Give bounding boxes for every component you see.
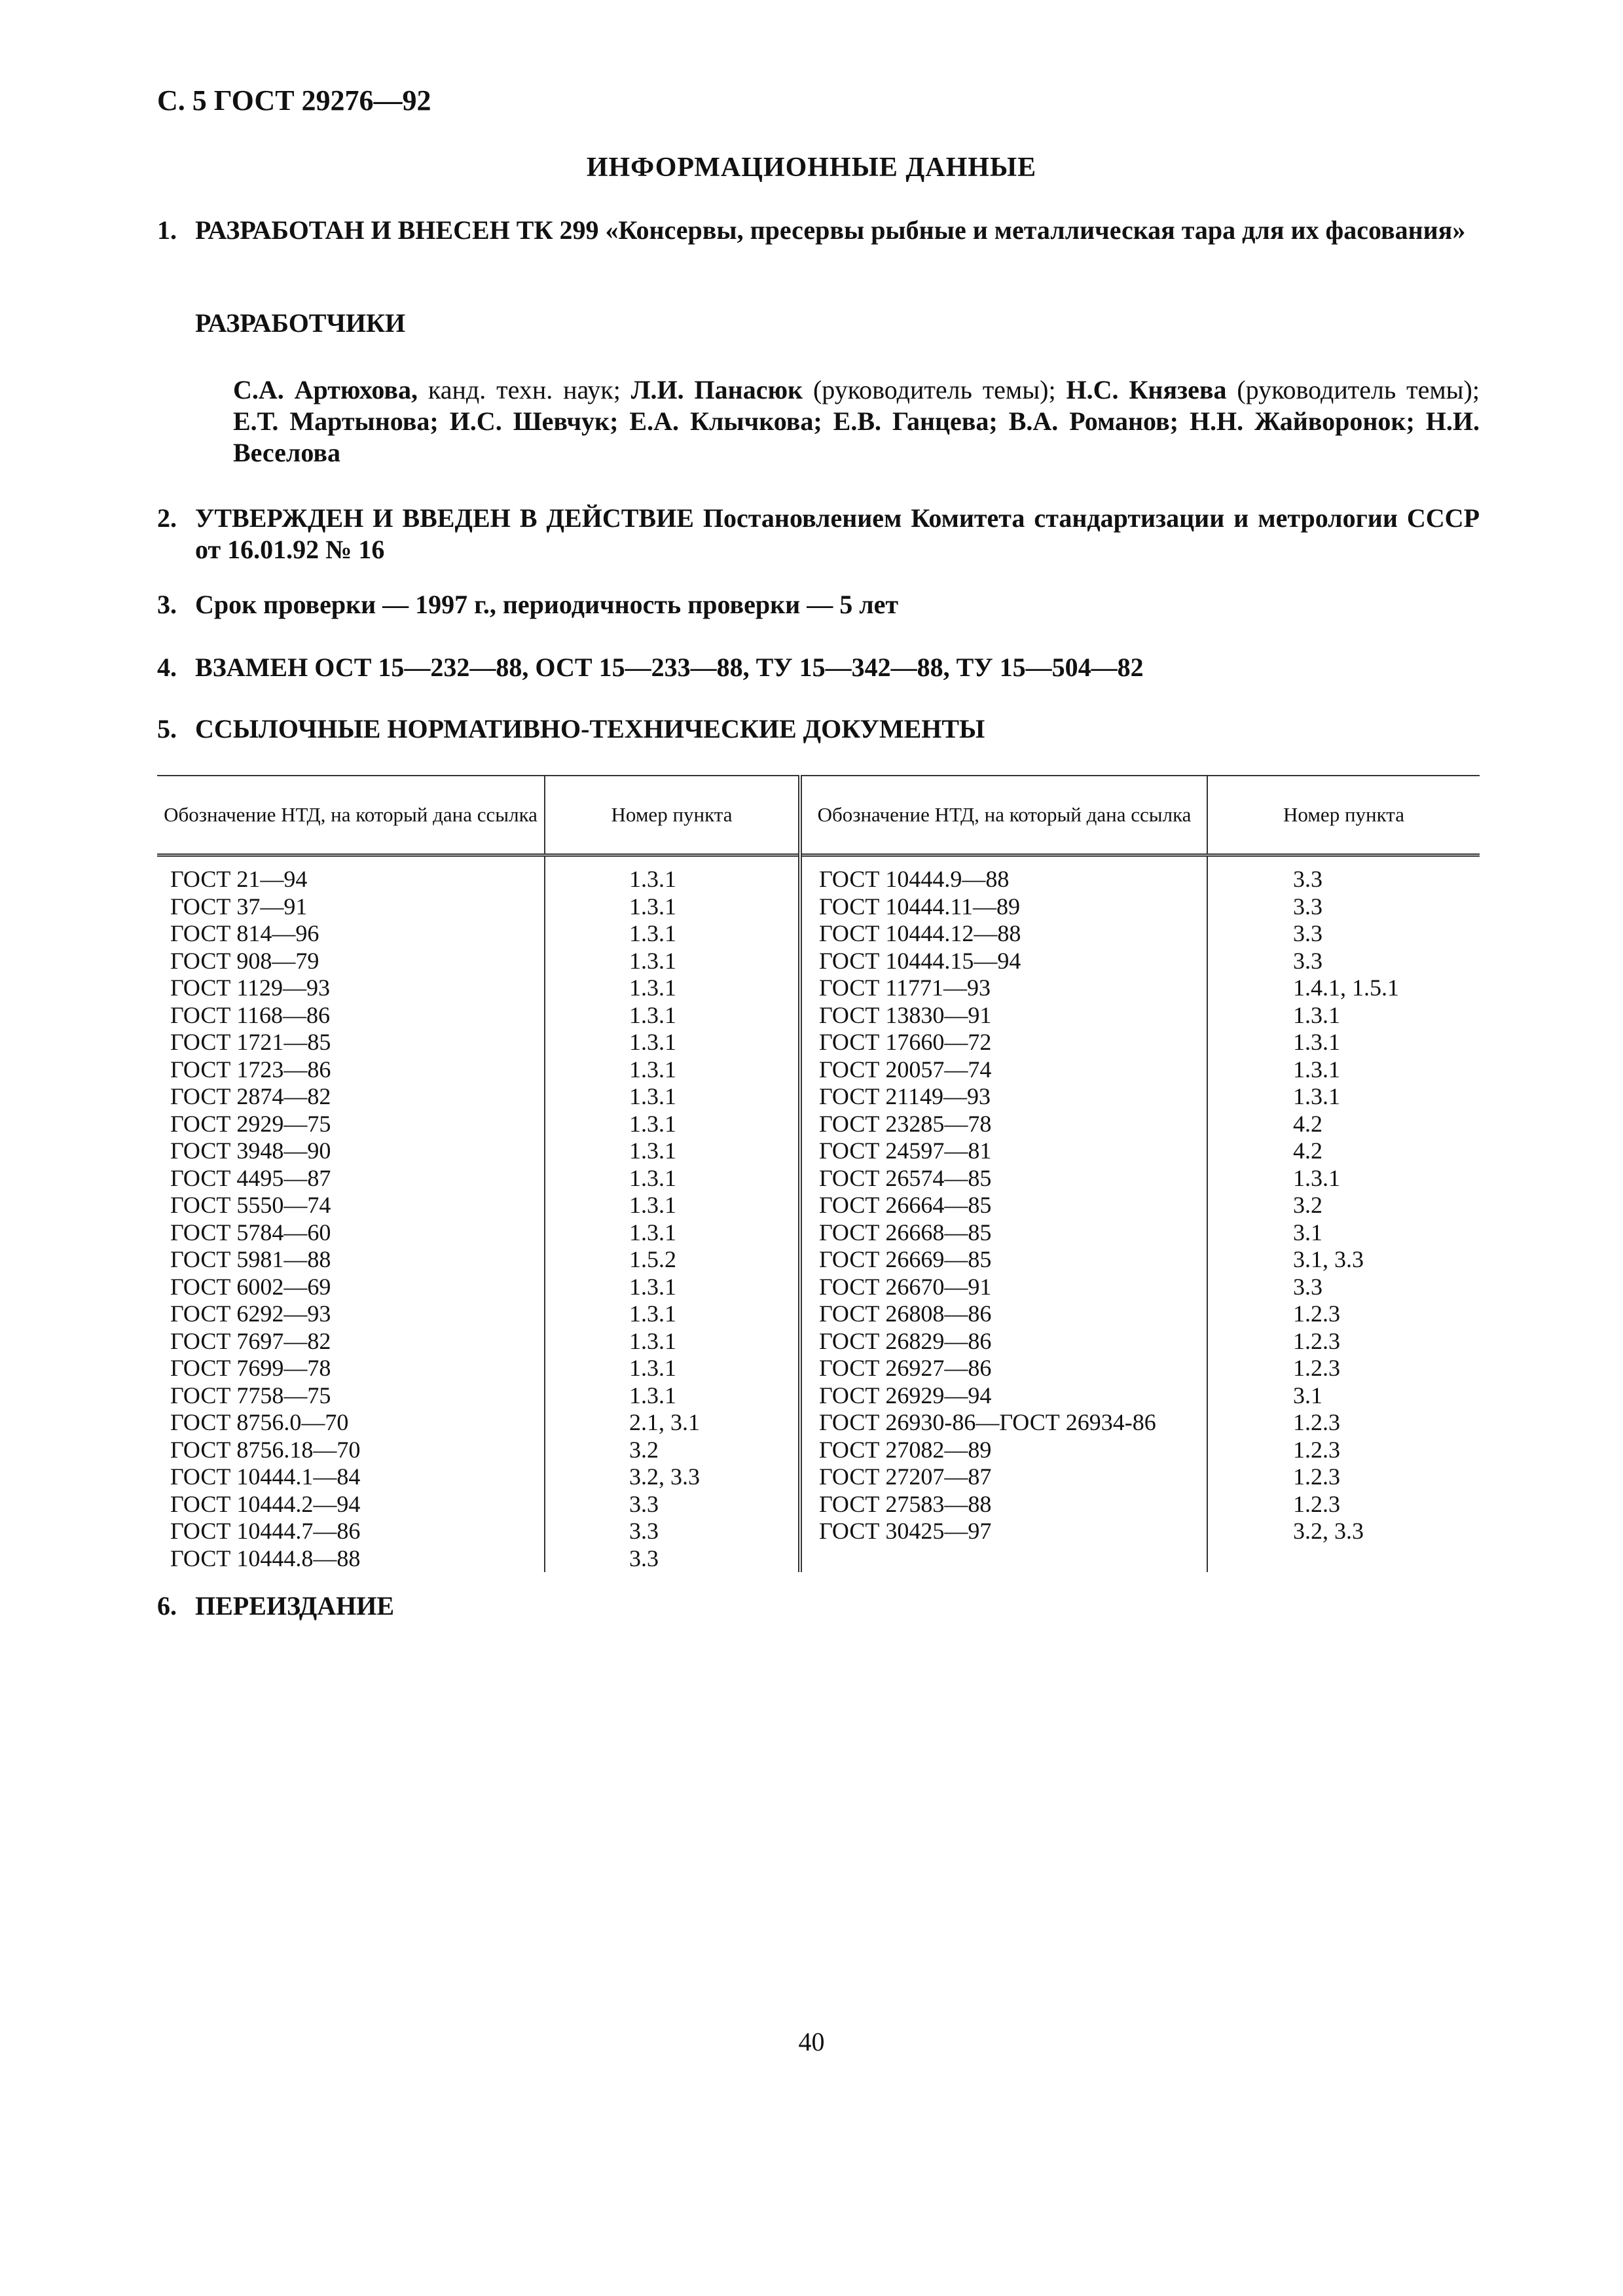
section-number: 4.: [157, 653, 177, 682]
clause-number: 1.2.3: [1293, 1300, 1340, 1327]
clause-number: 3.2, 3.3: [629, 1463, 700, 1490]
document-designation: ГОСТ 30425—97: [819, 1518, 992, 1544]
clause-number: 4.2: [1293, 1138, 1322, 1164]
document-designation: ГОСТ 3948—90: [170, 1138, 331, 1164]
section-1: [157, 215, 1480, 246]
clause-number: 3.3: [1293, 866, 1322, 892]
document-designation: ГОСТ 1723—86: [170, 1056, 331, 1083]
clause-number: 3.1: [1293, 1219, 1322, 1246]
clause-number: 3.3: [1293, 947, 1322, 974]
document-designation: ГОСТ 908—79: [170, 947, 319, 974]
document-designation: ГОСТ 26668—85: [819, 1219, 992, 1246]
clause-number: 2.1, 3.1: [629, 1409, 700, 1435]
document-designation: ГОСТ 7699—78: [170, 1355, 331, 1381]
clause-number: 3.3: [629, 1518, 659, 1544]
developer-name: С.А. Артюхова,: [233, 375, 418, 404]
section-text: УТВЕРЖДЕН И ВВЕДЕН В ДЕЙСТВИЕ Постановлением Комитета стандартизации и метрологии СССР от 16.01.92 № 16: [195, 503, 1480, 564]
document-designation: ГОСТ 37—91: [170, 893, 308, 920]
clause-number: 1.3.1: [629, 1382, 676, 1408]
clause-number: 1.3.1: [629, 920, 676, 946]
section-text: ПЕРЕИЗДАНИЕ: [195, 1591, 395, 1621]
clause-number: 3.1, 3.3: [1293, 1246, 1364, 1272]
document-designation: ГОСТ 5981—88: [170, 1246, 331, 1272]
document-designation: ГОСТ 26808—86: [819, 1300, 992, 1327]
clause-number: 3.3: [629, 1490, 659, 1517]
column-right-documents: [800, 855, 1207, 1573]
document-designation: ГОСТ 11771—93: [819, 975, 991, 1001]
right-documents-list: [802, 857, 1207, 1545]
document-designation: ГОСТ 814—96: [170, 920, 319, 946]
document-designation: ГОСТ 10444.15—94: [819, 947, 1021, 974]
clause-number: 1.3.1: [629, 1001, 676, 1028]
document-designation: ГОСТ 7697—82: [170, 1327, 331, 1354]
clause-number: 1.3.1: [629, 1083, 676, 1109]
clause-number: 1.3.1: [1293, 1056, 1340, 1083]
document-designation: ГОСТ 6002—69: [170, 1273, 331, 1300]
document-designation: ГОСТ 21—94: [170, 866, 308, 892]
section-number: 6.: [157, 1591, 177, 1621]
clause-number: 1.5.2: [629, 1246, 676, 1272]
clause-number: 1.3.1: [629, 866, 676, 892]
clause-number: 1.3.1: [629, 1219, 676, 1246]
document-designation: ГОСТ 26927—86: [819, 1355, 992, 1381]
document-designation: ГОСТ 10444.8—88: [170, 1545, 361, 1571]
section-number: 5.: [157, 714, 177, 744]
clause-number: 1.2.3: [1293, 1355, 1340, 1381]
left-points-list: [545, 857, 798, 1572]
document-designation: ГОСТ 2874—82: [170, 1083, 331, 1109]
reference-table: [157, 775, 1480, 1572]
section-text: Срок проверки — 1997 г., периодичность проверки — 5 лет: [195, 590, 899, 619]
document-designation: ГОСТ 20057—74: [819, 1056, 992, 1083]
document-designation: ГОСТ 8756.0—70: [170, 1409, 349, 1435]
developers-heading: РАЗРАБОТЧИКИ: [195, 308, 406, 338]
clause-number: 1.2.3: [1293, 1463, 1340, 1490]
clause-number: 1.3.1: [629, 1029, 676, 1055]
document-designation: ГОСТ 23285—78: [819, 1110, 992, 1137]
section-5: [157, 713, 1480, 745]
document-designation: ГОСТ 26574—85: [819, 1164, 992, 1191]
clause-number: 1.3.1: [629, 1138, 676, 1164]
document-title: ИНФОРМАЦИОННЫЕ ДАННЫЕ: [586, 152, 1037, 183]
right-points-list: [1208, 857, 1480, 1545]
clause-number: 3.2: [1293, 1192, 1322, 1218]
clause-number: 1.3.1: [629, 1327, 676, 1354]
document-designation: ГОСТ 2929—75: [170, 1110, 331, 1137]
developers-list: [233, 374, 1480, 469]
clause-number: 1.3.1: [629, 1056, 676, 1083]
clause-number: 1.3.1: [629, 1110, 676, 1137]
document-designation: ГОСТ 1129—93: [170, 975, 331, 1001]
developer-name: Л.И. Панасюк: [630, 375, 803, 404]
clause-number: 1.3.1: [1293, 1001, 1340, 1028]
section-text: ВЗАМЕН ОСТ 15—232—88, ОСТ 15—233—88, ТУ 15—342—88, ТУ 15—504—82: [195, 653, 1144, 682]
document-designation: ГОСТ 26929—94: [819, 1382, 992, 1408]
clause-number: 3.2: [629, 1436, 659, 1463]
clause-number: 1.3.1: [629, 947, 676, 974]
document-designation: ГОСТ 5784—60: [170, 1219, 331, 1246]
document-designation: ГОСТ 26670—91: [819, 1273, 992, 1300]
document-designation: ГОСТ 10444.12—88: [819, 920, 1021, 946]
clause-number: 4.2: [1293, 1110, 1322, 1137]
section-number: 3.: [157, 590, 177, 619]
developer-name: Н.С. Князева: [1066, 375, 1227, 404]
document-designation: ГОСТ 10444.1—84: [170, 1463, 361, 1490]
section-number: 2.: [157, 503, 177, 533]
column-right-points: [1207, 855, 1480, 1573]
column-left-documents: [157, 855, 545, 1573]
clause-number: 3.3: [1293, 893, 1322, 920]
document-designation: ГОСТ 8756.18—70: [170, 1436, 361, 1463]
developer-role: (руководитель темы);: [1226, 375, 1480, 404]
column-header-document: Обозначение НТД, на который дана ссылка: [800, 776, 1207, 855]
document-designation: ГОСТ 13830—91: [819, 1001, 992, 1028]
section-6: [157, 1590, 1480, 1622]
section-2: [157, 503, 1480, 565]
document-designation: ГОСТ 26829—86: [819, 1327, 992, 1354]
section-number: 1.: [157, 215, 177, 245]
table-body-row: [157, 855, 1480, 1573]
document-designation: ГОСТ 27583—88: [819, 1490, 992, 1517]
clause-number: 3.1: [1293, 1382, 1322, 1408]
document-designation: ГОСТ 17660—72: [819, 1029, 992, 1055]
developer-names: Е.Т. Мартынова; И.С. Шевчук; Е.А. Клычкова; Е.В. Ганцева; В.А. Романов; Н.Н. Жайворонок; Н.И. Веселова: [233, 406, 1480, 467]
document-designation: ГОСТ 26664—85: [819, 1192, 992, 1218]
document-designation: ГОСТ 27082—89: [819, 1436, 992, 1463]
document-designation: ГОСТ 5550—74: [170, 1192, 331, 1218]
document-designation: ГОСТ 26669—85: [819, 1246, 992, 1272]
document-designation: ГОСТ 1721—85: [170, 1029, 331, 1055]
document-designation: ГОСТ 4495—87: [170, 1164, 331, 1191]
section-text: РАЗРАБОТАН И ВНЕСЕН ТК 299 «Консервы, пресервы рыбные и металлическая тара для их фасования»: [195, 215, 1466, 245]
clause-number: 1.2.3: [1293, 1409, 1340, 1435]
document-designation: ГОСТ 27207—87: [819, 1463, 992, 1490]
clause-number: 1.3.1: [629, 1355, 676, 1381]
clause-number: 1.3.1: [629, 1300, 676, 1327]
column-header-point: Номер пункта: [1207, 776, 1480, 855]
clause-number: 1.3.1: [1293, 1164, 1340, 1191]
clause-number: 1.2.3: [1293, 1436, 1340, 1463]
clause-number: 1.3.1: [629, 1192, 676, 1218]
left-documents-list: [157, 857, 544, 1572]
section-text: ССЫЛОЧНЫЕ НОРМАТИВНО-ТЕХНИЧЕСКИЕ ДОКУМЕНТЫ: [195, 714, 985, 744]
clause-number: 1.2.3: [1293, 1490, 1340, 1517]
clause-number: 1.3.1: [629, 893, 676, 920]
section-4: [157, 652, 1480, 683]
document-designation: ГОСТ 10444.2—94: [170, 1490, 361, 1517]
developer-role: (руководитель темы);: [803, 375, 1067, 404]
clause-number: 1.4.1, 1.5.1: [1293, 975, 1399, 1001]
document-designation: ГОСТ 21149—93: [819, 1083, 991, 1109]
clause-number: 1.3.1: [629, 975, 676, 1001]
document-header: С. 5 ГОСТ 29276—92: [157, 84, 431, 117]
document-designation: ГОСТ 24597—81: [819, 1138, 992, 1164]
clause-number: 1.2.3: [1293, 1327, 1340, 1354]
section-3: [157, 589, 1480, 620]
clause-number: 3.3: [1293, 1273, 1322, 1300]
document-designation: ГОСТ 6292—93: [170, 1300, 331, 1327]
document-designation: ГОСТ 10444.11—89: [819, 893, 1021, 920]
clause-number: 1.3.1: [1293, 1083, 1340, 1109]
page-number: 40: [798, 2027, 825, 2056]
clause-number: 1.3.1: [629, 1273, 676, 1300]
developer-role: канд. техн. наук;: [418, 375, 631, 404]
document-designation: ГОСТ 10444.7—86: [170, 1518, 361, 1544]
column-header-document: Обозначение НТД, на который дана ссылка: [157, 776, 545, 855]
clause-number: 1.3.1: [1293, 1029, 1340, 1055]
document-designation: ГОСТ 26930-86—ГОСТ 26934-86: [819, 1409, 1156, 1435]
document-designation: ГОСТ 1168—86: [170, 1001, 331, 1028]
table-header-row: [157, 776, 1480, 855]
column-left-points: [545, 855, 800, 1573]
document-designation: ГОСТ 10444.9—88: [819, 866, 1010, 892]
reference-documents-table: [157, 775, 1480, 1572]
clause-number: 3.2, 3.3: [1293, 1518, 1364, 1544]
clause-number: 1.3.1: [629, 1164, 676, 1191]
document-designation: ГОСТ 7758—75: [170, 1382, 331, 1408]
column-header-point: Номер пункта: [545, 776, 800, 855]
clause-number: 3.3: [1293, 920, 1322, 946]
clause-number: 3.3: [629, 1545, 659, 1571]
